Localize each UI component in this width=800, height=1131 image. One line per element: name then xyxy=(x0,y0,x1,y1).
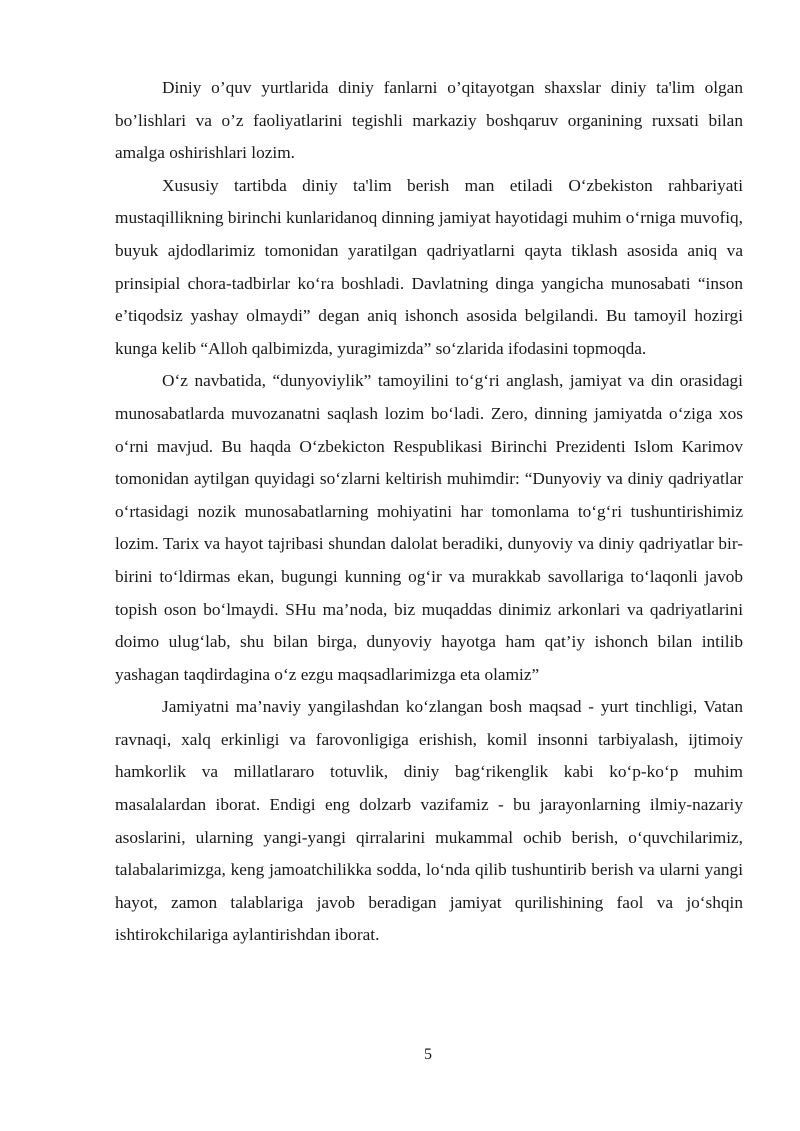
paragraph-3: O‘z navbatida, “dunyoviylik” tamoyilini to‘g‘ri anglash, jamiyat va din orasidagi munosabatlarda muvozanatni saqlash lozim bo‘ladi. Zero, dinning jamiyatda o‘ziga xos o‘rni mavjud. Bu haqda O‘zbekicton Respublikasi Birinchi Prezidenti Islom Karimov tomonidan aytilgan quyidagi so‘zlarni keltirish muhimdir: “Dunyoviy va diniy qadriyatlar o‘rtasidagi nozik munosabatlarning mohiyatini har tomonlama to‘g‘ri tushuntirishimiz lozim. Tarix va hayot tajribasi shundan dalolat beradiki, dunyoviy va diniy qadriyatlar bir-birini to‘ldirmas ekan, bugungi kunning og‘ir va murakkab savollariga to‘laqonli javob topish oson bo‘lmaydi. SHu ma’noda, biz muqaddas dinimiz arkonlari va qadriyatlarini doimo ulug‘lab, shu bilan birga, dunyoviy hayotga ham qat’iy ishonch bilan intilib yashagan taqdirdagina o‘z ezgu maqsadlarimizga eta olamiz” xyxy=(115,371,743,684)
document-page xyxy=(115,72,743,952)
paragraph-4: Jamiyatni ma’naviy yangilashdan ko‘zlangan bosh maqsad - yurt tinchligi, Vatan ravnaqi, xalq erkinligi va farovonligiga erishish, komil insonni tarbiyalash, ijtimoiy hamkorlik va millatlararo totuvlik, diniy bag‘rikenglik kabi ko‘p-ko‘p muhim masalalardan iborat. Endigi eng dolzarb vazifamiz - bu jarayonlarning ilmiy-nazariy asoslarini, ularning yangi-yangi qirralarini mukammal ochib berish, o‘quvchilarimiz, talabalarimizga, keng jamoatchilikka sodda, lo‘nda qilib tushuntirib berish va ularni yangi hayot, zamon talablariga javob beradigan jamiyat qurilishining faol va jo‘shqin ishtirokchilariga aylantirishdan iborat. xyxy=(115,697,743,945)
page-number: 5 xyxy=(424,1046,432,1063)
paragraph-1: Diniy o’quv yurtlarida diniy fanlarni o’qitayotgan shaxslar diniy ta'lim olgan bo’lishlari va o’z faoliyatlarini tegishli markaziy boshqaruv organining ruxsati bilan amalga oshirishlari lozim. xyxy=(115,78,743,163)
paragraph-2: Xususiy tartibda diniy ta'lim berish man etiladi O‘zbekiston rahbariyati mustaqillikning birinchi kunlaridanoq dinning jamiyat hayotidagi muhim o‘rniga muvofiq, buyuk ajdodlarimiz tomonidan yaratilgan qadriyatlarni qayta tiklash asosida aniq va prinsipial chora-tadbirlar ko‘ra boshladi. Davlatning dinga yangicha munosabati “inson e’tiqodsiz yashay olmaydi” degan aniq ishonch asosida belgilandi. Bu tamoyil hozirgi kunga kelib “Alloh qalbimizda, yuragimizda” so‘zlarida ifodasini topmoqda. xyxy=(115,175,743,358)
